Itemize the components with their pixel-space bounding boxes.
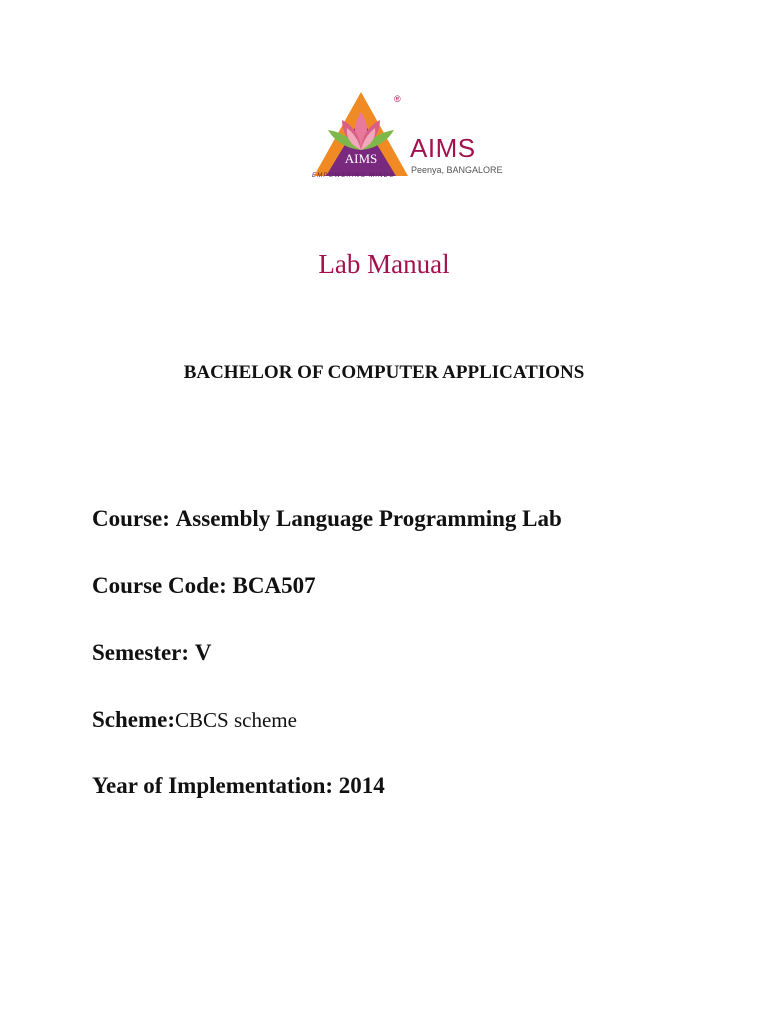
year-label: Year of Implementation: (92, 773, 334, 798)
semester-label: Semester: (92, 640, 190, 665)
logo-location: Peenya, BANGALORE (411, 165, 503, 175)
scheme-label: Scheme: (92, 707, 176, 732)
course-value: Assembly Language Programming Lab (175, 506, 562, 531)
semester-row (92, 638, 211, 668)
scheme-row (92, 705, 297, 735)
registered-mark: ® (394, 94, 401, 104)
aims-logo (306, 88, 506, 188)
course-code-label: Course Code: (92, 573, 227, 598)
course-code-row (92, 571, 316, 601)
logo-wordmark: AIMS (410, 133, 476, 163)
semester-value: V (194, 640, 212, 665)
scheme-value: CBCS scheme (175, 708, 297, 732)
logo-tagline: EMPOWERING MINDS (312, 173, 395, 179)
year-value: 2014 (338, 773, 385, 798)
document-title: Lab Manual (318, 249, 450, 279)
course-label: Course: (92, 506, 170, 531)
year-row (92, 771, 385, 801)
logo-triangle-text: AIMS (344, 151, 378, 166)
course-row (92, 504, 562, 534)
course-code-value: BCA507 (232, 573, 316, 598)
program-name: BACHELOR OF COMPUTER APPLICATIONS (183, 362, 585, 383)
